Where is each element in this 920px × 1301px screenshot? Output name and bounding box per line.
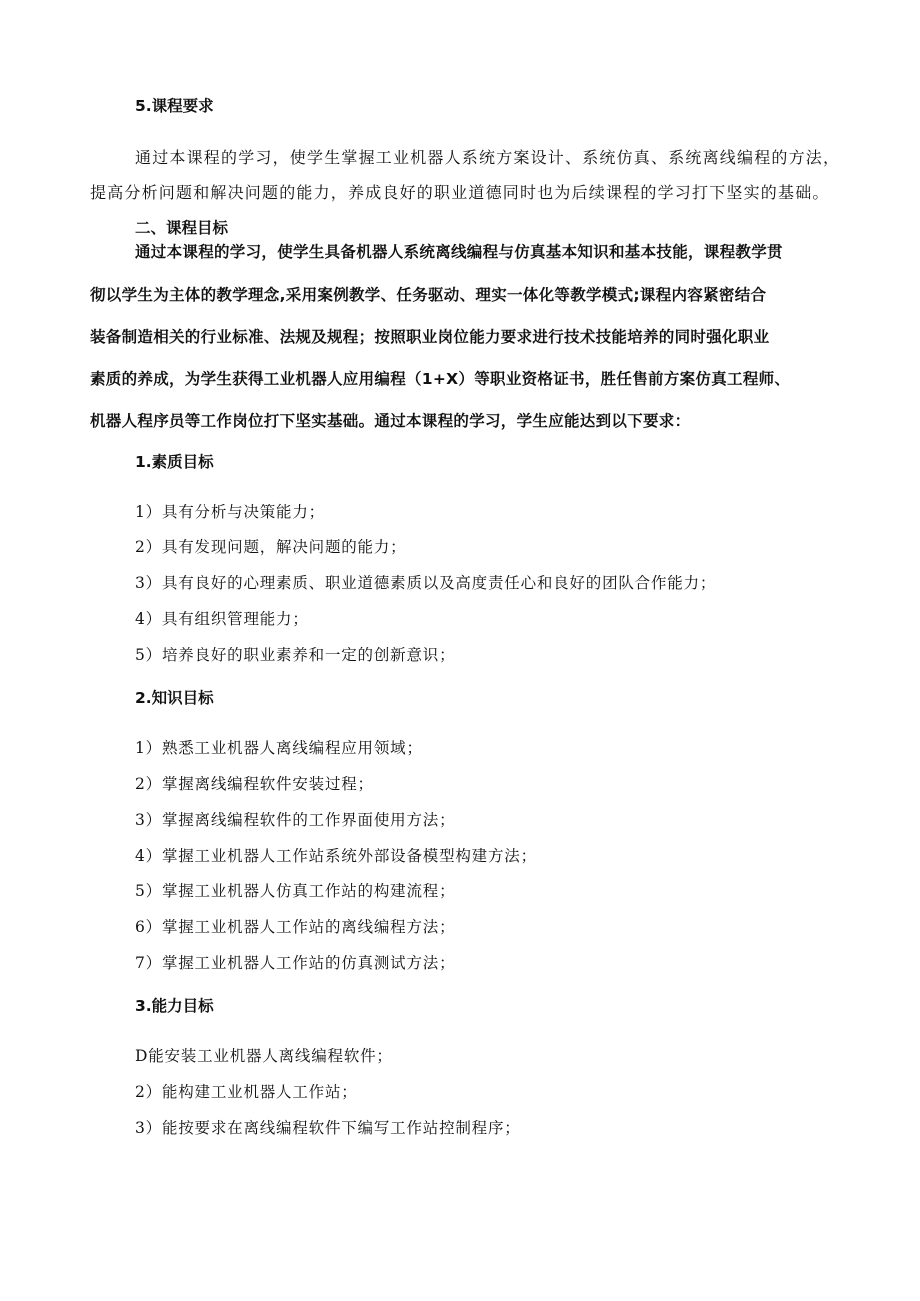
paragraph-line: 机器人程序员等工作岗位打下坚实基础。通过本课程的学习，学生应能达到以下要求： bbox=[90, 412, 691, 430]
list-item: 6）掌握工业机器人工作站的离线编程方法； bbox=[135, 918, 456, 936]
list-item: 3）能按要求在离线编程软件下编写工作站控制程序； bbox=[135, 1119, 521, 1137]
list-item: 4）掌握工业机器人工作站系统外部设备模型构建方法； bbox=[135, 847, 537, 865]
list-item: 7）掌握工业机器人工作站的仿真测试方法； bbox=[135, 954, 456, 972]
list-item: 1）熟悉工业机器人离线编程应用领域； bbox=[135, 739, 423, 757]
list-item: 5）掌握工业机器人仿真工作站的构建流程； bbox=[135, 882, 456, 900]
list-item: 2）掌握离线编程软件安装过程； bbox=[135, 775, 374, 793]
section-heading-course-goals: 二、课程目标 bbox=[135, 219, 229, 237]
paragraph-line: 通过本课程的学习，使学生掌握工业机器人系统方案设计、系统仿真、系统离线编程的方法， bbox=[135, 148, 841, 167]
section-heading-course-requirements: 5.课程要求 bbox=[135, 97, 214, 115]
list-item: 5）培养良好的职业素养和一定的创新意识； bbox=[135, 646, 456, 664]
subsection-heading-knowledge-goals: 2.知识目标 bbox=[135, 689, 214, 707]
list-item: 3）掌握离线编程软件的工作界面使用方法； bbox=[135, 811, 456, 829]
subsection-heading-quality-goals: 1.素质目标 bbox=[135, 453, 214, 471]
list-item: 3）具有良好的心理素质、职业道德素质以及高度责任心和良好的团队合作能力； bbox=[135, 574, 717, 592]
paragraph-line: 提高分析问题和解决问题的能力，养成良好的职业道德同时也为后续课程的学习打下坚实的基础。 bbox=[90, 183, 830, 202]
paragraph-line: 装备制造相关的行业标准、法规及规程；按照职业岗位能力要求进行技术技能培养的同时强化职业 bbox=[90, 328, 770, 346]
list-item: 4）具有组织管理能力； bbox=[135, 610, 309, 628]
list-item: 2）具有发现问题，解决问题的能力； bbox=[135, 538, 407, 556]
list-item: D能安装工业机器人离线编程软件； bbox=[135, 1047, 393, 1065]
subsection-heading-ability-goals: 3.能力目标 bbox=[135, 997, 214, 1015]
paragraph-line: 素质的养成，为学生获得工业机器人应用编程（1+X）等职业资格证书，胜任售前方案仿真工程师、 bbox=[90, 370, 791, 388]
paragraph-line: 彻以学生为主体的教学理念,采用案例教学、任务驱动、理实一体化等教学模式;课程内容紧密结合 bbox=[90, 286, 767, 304]
list-item: 2）能构建工业机器人工作站； bbox=[135, 1083, 358, 1101]
paragraph-line: 通过本课程的学习，使学生具备机器人系统离线编程与仿真基本知识和基本技能，课程教学贯 bbox=[135, 243, 783, 261]
list-item: 1）具有分析与决策能力； bbox=[135, 503, 325, 521]
